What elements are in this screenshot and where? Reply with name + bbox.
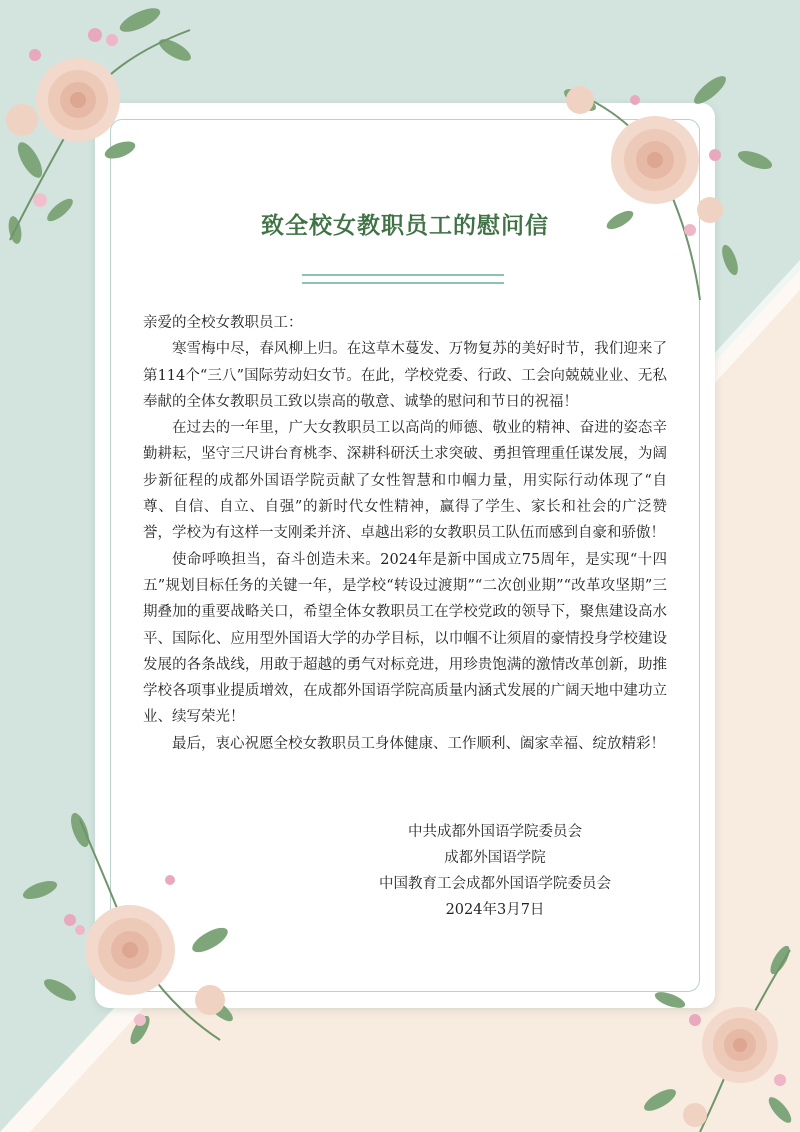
letter-paragraph-2: 在过去的一年里，广大女教职员工以高尚的师德、敬业的精神、奋进的姿态辛勤耕耘，坚守三尺讲台育桃李、深耕科研沃土求突破、勇担管理重任谋发展，为阔步新征程的成都外国语学院贡献了女性智慧和巾帼力量，用实际行动体现了“自尊、自信、自立、自强”的新时代女性精神，赢得了学生、家长和社会的广泛赞誉，学校为有这样一支刚柔并济、卓越出彩的女教职员工队伍而感到自豪和骄傲！ bbox=[143, 420, 667, 542]
letter-title: 致全校女教职员工的慰问信 bbox=[261, 212, 549, 239]
rose-bouquet-bottom-right-icon bbox=[640, 940, 800, 1132]
signature-union: 中国教育工会成都外国语学院委员会 bbox=[379, 876, 611, 892]
signature-college: 成都外国语学院 bbox=[444, 850, 546, 866]
letter-signature bbox=[320, 819, 670, 923]
letter-greeting: 亲爱的全校女教职员工： bbox=[143, 315, 303, 331]
letter-paragraph-4: 最后，衷心祝愿全校女教职员工身体健康、工作顺利、阖家幸福、绽放精彩！ bbox=[172, 735, 665, 752]
rose-bouquet-top-right-icon bbox=[540, 60, 780, 300]
title-divider bbox=[302, 274, 504, 285]
rose-bouquet-bottom-left-icon bbox=[20, 810, 250, 1050]
letter-paragraph-3: 使命呼唤担当，奋斗创造未来。2024年是新中国成立75周年，是实现“十四五”规划目标任务的关键一年，是学校“转设过渡期”“二次创业期”“改革攻坚期”三期叠加的重要战略关口，希望全体女教职员工在学校党政的领导下，聚焦建设高水平、国际化、应用型外国语大学的办学目标，以巾帼不让须眉的豪情投身学校建设发展的各条战线，用敢于超越的勇气对标竞进，用珍贵饱满的激情改革创新，助推学校各项事业提质增效，在成都外国语学院高质量内涵式发展的广阔天地中建功立业、续写荣光！ bbox=[143, 551, 667, 726]
signature-date: 2024年3月7日 bbox=[445, 902, 545, 918]
letter-paragraph-1: 寒雪梅中尽，春风柳上归。在这草木蔓发、万物复苏的美好时节，我们迎来了第114个“三八”国际劳动妇女节。在此，学校党委、行政、工会向兢兢业业、无私奉献的全体女教职员工致以崇高的敬意、诚挚的慰问和节日的祝福！ bbox=[143, 341, 667, 410]
letter-body bbox=[143, 310, 667, 757]
signature-party-committee: 中共成都外国语学院委员会 bbox=[408, 824, 582, 840]
